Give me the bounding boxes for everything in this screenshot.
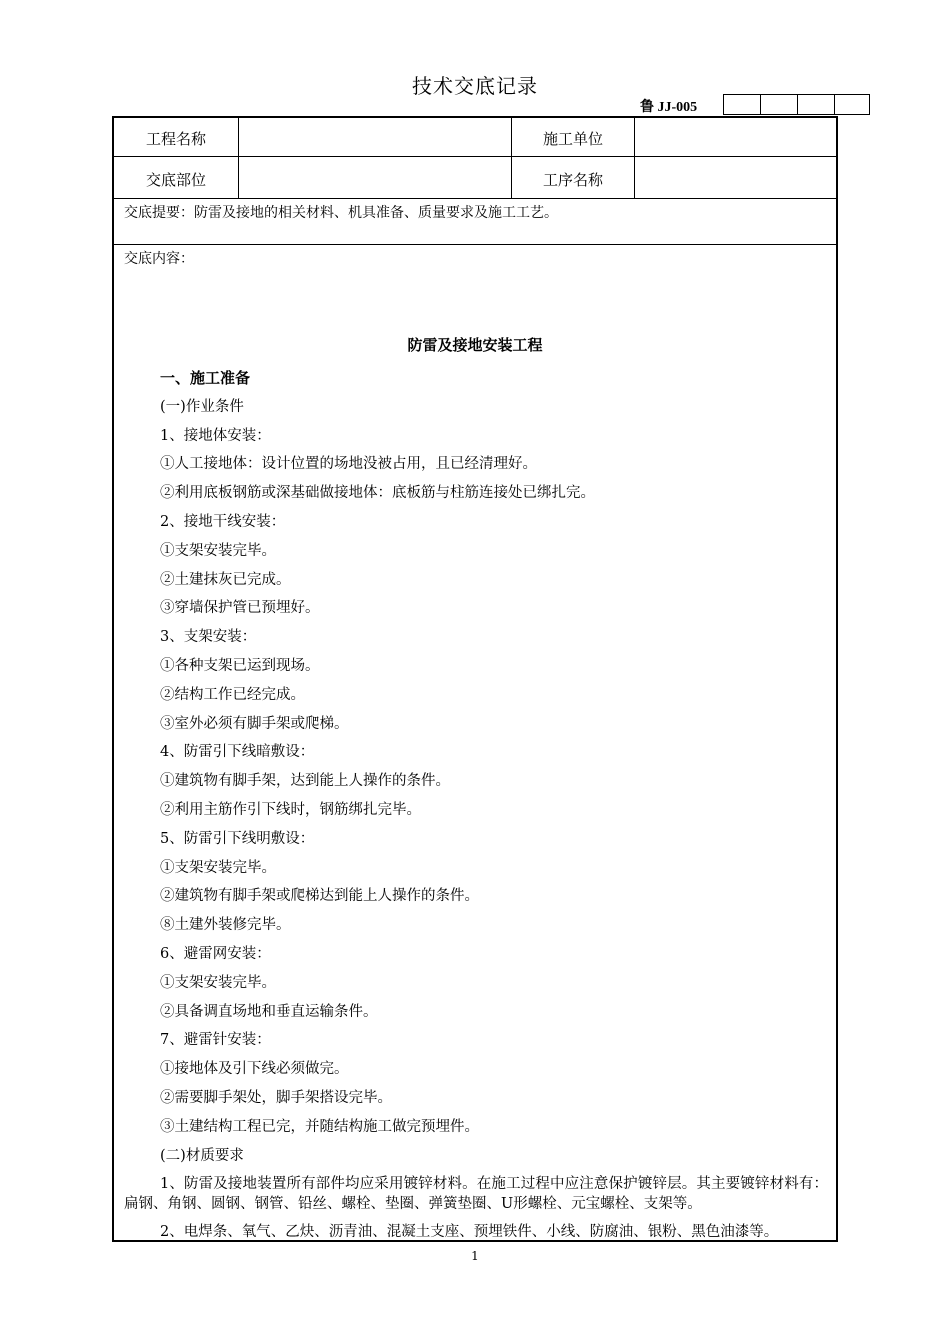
content-line: ①建筑物有脚手架，达到能上人操作的条件。 — [160, 773, 450, 790]
section-heading: 防雷及接地安装工程 — [407, 336, 543, 354]
form-code-box — [723, 94, 760, 115]
content-line: ②利用主筋作引下线时，钢筋绑扎完毕。 — [160, 801, 421, 818]
content-line: 4、防雷引下线暗敷设： — [160, 744, 315, 761]
record-table — [112, 116, 838, 1242]
content-line: ②建筑物有脚手架或爬梯达到能上人操作的条件。 — [160, 888, 479, 905]
project-name-label: 工程名称 — [145, 130, 206, 148]
form-code: 鲁 JJ-005 — [640, 100, 698, 115]
section-title: 一、施工准备 — [160, 369, 251, 387]
construction-unit-label: 施工单位 — [542, 130, 603, 148]
content-line: 3、支架安装： — [160, 629, 257, 646]
content-line: 1、接地体安装： — [160, 427, 271, 444]
form-code-box — [834, 94, 870, 115]
content-line: ①支架安装完毕。 — [160, 859, 276, 876]
content-line: 5、防雷引下线明敷设： — [160, 830, 315, 847]
content-line: ①支架安装完毕。 — [160, 974, 276, 991]
content-line: ③穿墙保护管已预埋好。 — [160, 600, 320, 617]
handover-summary: 交底提要：防雷及接地的相关材料、机具准备、质量要求及施工工艺。 — [124, 205, 558, 221]
document-title: 技术交底记录 — [412, 74, 538, 98]
row-divider — [114, 244, 836, 245]
page-number: 1 — [471, 1249, 479, 1263]
column-divider — [634, 118, 635, 198]
form-code-box — [760, 94, 797, 115]
material-paragraph: 2、电焊条、氧气、乙炔、沥青油、混凝土支座、预埋铁件、小线、防腐油、银粉、黑色油漆等。 — [160, 1224, 779, 1241]
content-line: 6、避雷网安装： — [160, 945, 271, 962]
content-line: ①接地体及引下线必须做完。 — [160, 1061, 349, 1078]
content-body — [124, 364, 828, 1242]
content-line: ⑧土建外装修完毕。 — [160, 917, 291, 934]
content-line: ③土建结构工程已完，并随结构施工做完预埋件。 — [160, 1118, 479, 1135]
content-line: ①支架安装完毕。 — [160, 542, 276, 559]
content-line: (二)材质要求 — [160, 1147, 244, 1164]
content-line: ②土建抹灰已完成。 — [160, 571, 291, 588]
content-label: 交底内容： — [124, 251, 194, 267]
row-divider — [114, 156, 836, 157]
material-paragraph: 1、防雷及接地装置所有部件均应采用镀锌材料。在施工过程中应注意保护镀锌层。其主要镀锌材料有：扁钢、角钢、圆钢、钢管、铅丝、螺栓、垫圈、弹簧垫圈、U形螺栓、元宝螺栓、支架等。 — [124, 1176, 828, 1213]
content-line: ②需要脚手架处，脚手架搭设完毕。 — [160, 1089, 392, 1106]
handover-location-label: 交底部位 — [145, 171, 206, 189]
content-line: ②具备调直场地和垂直运输条件。 — [160, 1003, 378, 1020]
content-line: ③室外必须有脚手架或爬梯。 — [160, 715, 349, 732]
process-name-label: 工序名称 — [542, 171, 603, 189]
content-line: ①人工接地体：设计位置的场地没被占用，且已经清理好。 — [160, 456, 537, 473]
content-line: ②结构工作已经完成。 — [160, 686, 305, 703]
content-line: (一)作业条件 — [160, 398, 244, 415]
row-divider — [114, 198, 836, 199]
content-line: ①各种支架已运到现场。 — [160, 657, 320, 674]
content-line: ②利用底板钢筋或深基础做接地体：底板筋与柱筋连接处已绑扎完。 — [160, 485, 595, 502]
content-line: 7、避雷针安装： — [160, 1032, 271, 1049]
form-code-box — [797, 94, 834, 115]
content-line: 2、接地干线安装： — [160, 513, 286, 530]
column-divider — [238, 118, 239, 198]
